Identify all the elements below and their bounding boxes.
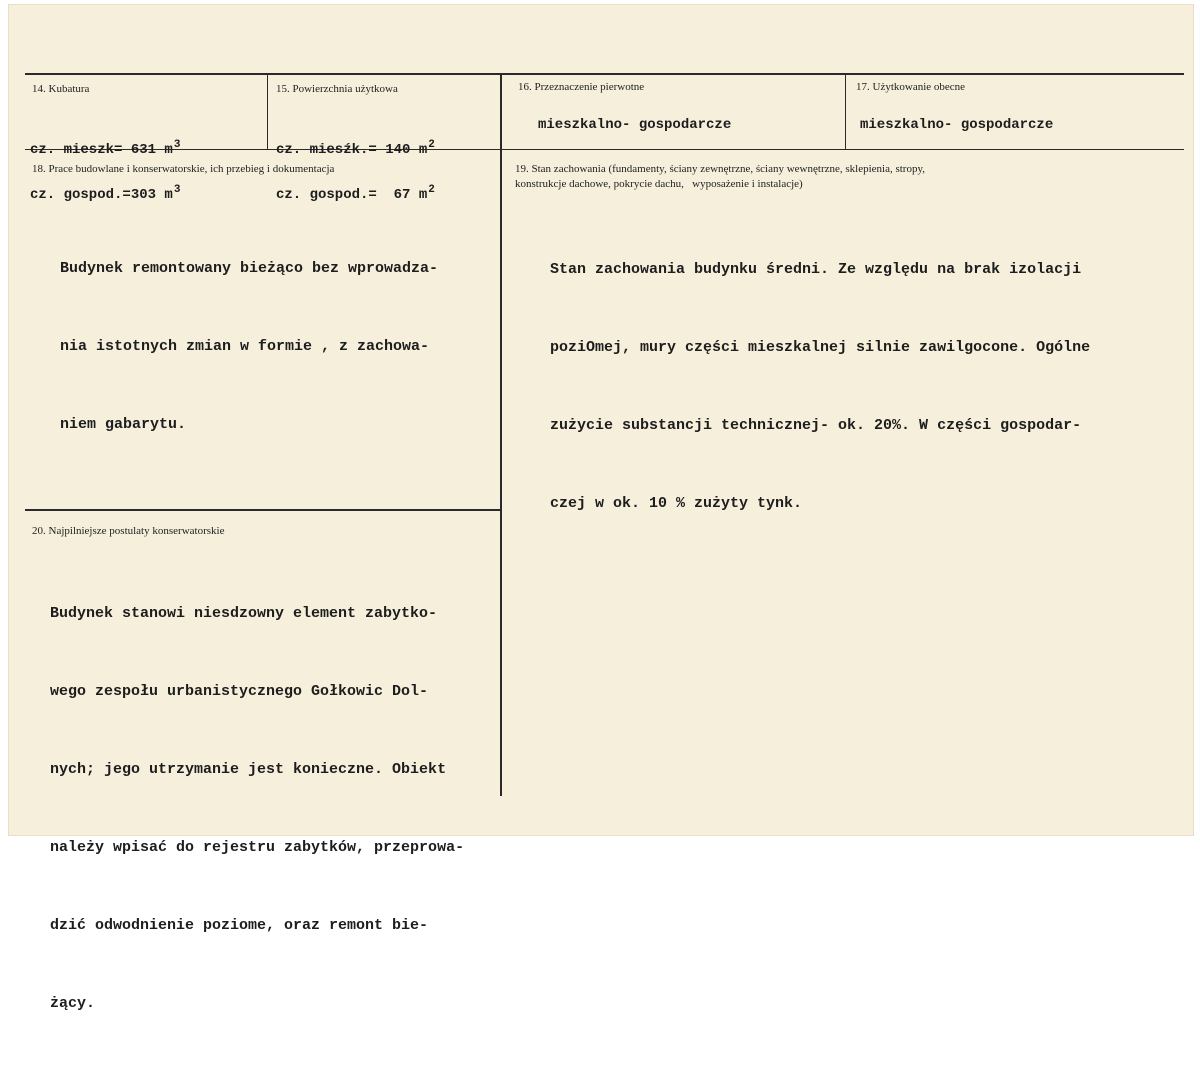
field-15-label: 15. Powierzchnia użytkowa [276,83,398,95]
field-20-label: 20. Najpilniejsze postulaty konserwatorskie [32,525,225,537]
field-15-row-1: cz. miesźk.= 140 $m^2$ [276,139,435,158]
field-19-line: Stan zachowania budynku średni. Ze względu na brak izolacji [550,261,1082,278]
field-14-row-1: cz. mieszk= 631 $m^3$ [30,139,181,158]
main-vertical-divider [500,74,502,796]
field-18-label: 18. Prace budowlane i konserwatorskie, ich przebieg i dokumentacja [32,163,335,175]
field-16-value: mieszkalno- gospodarcze [538,117,732,133]
field-18-line: niem gabarytu. [60,416,187,433]
record-card [8,4,1194,1012]
field-17-value: mieszkalno- gospodarcze [860,117,1054,133]
field-20-line: żący. [50,995,96,1012]
field-15-row-2: cz. gospod.= 67 $m^2$ [276,184,435,203]
field-18-line: nia istotnych zmian w formie , z zachowa- [60,338,430,355]
field-20-line: dzić odwodnienie poziome, oraz remont bie- [50,917,429,934]
field-19-label-line-2: konstrukcje dachowe, pokrycie dachu, wyposażenie i instalacje) [515,178,803,190]
divider-16-17 [845,74,846,150]
field-14-label: 14. Kubatura [32,83,90,95]
field-20-line: nych; jego utrzymanie jest konieczne. Obiekt [50,761,447,778]
top-rule [25,73,1184,75]
divider-14-15 [267,74,268,150]
field-18-text [60,204,438,490]
field-17-label: 17. Użytkowanie obecne [856,81,966,93]
field-19-line: poziOmej, mury części mieszkalnej silnie zawilgocone. Ogólne [550,339,1091,356]
field-20-text [50,549,464,1069]
field-19-label [515,162,925,192]
field-20-line: Budynek stanowi niesdzowny element zabytko- [50,605,438,622]
field-14-row-2: cz. gospod.=303 $m^3$ [30,184,181,203]
field-19-line: czej w ok. 10 % zużyty tynk. [550,495,803,512]
header-bottom-rule [25,149,1184,150]
field-19-line: zużycie substancji technicznej- ok. 20%. W części gospodar- [550,417,1082,434]
field-20-line: należy wpisać do rejestru zabytków, przeprowa- [50,839,465,856]
field-18-line: Budynek remontowany bieżąco bez wprowadza- [60,260,439,277]
field-16-label: 16. Przeznaczenie pierwotne [518,81,645,93]
section-18-20-rule [25,509,501,511]
field-20-line: wego zespołu urbanistycznego Gołkowic Dol- [50,683,429,700]
field-19-text [550,205,1090,569]
field-19-label-line-1: 19. Stan zachowania (fundamenty, ściany zewnętrzne, ściany wewnętrzne, sklepienia, stropy, [515,163,926,175]
